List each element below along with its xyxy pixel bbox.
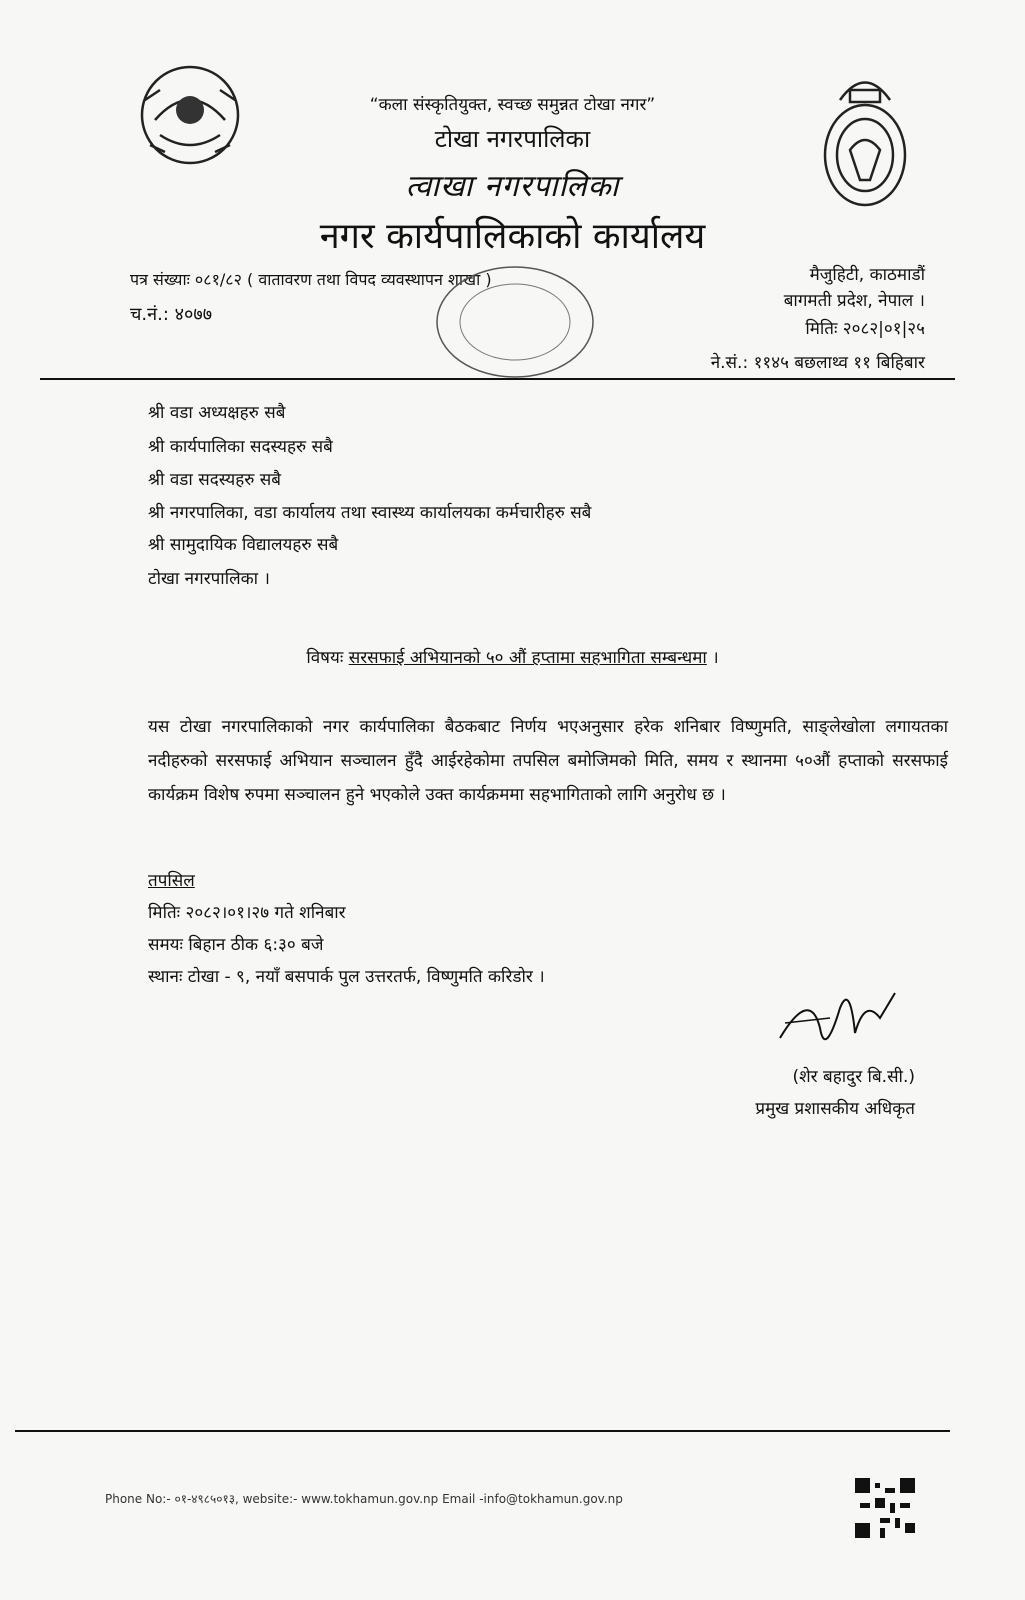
motto: “कला संस्कृतियुक्त, स्वच्छ समुन्नत टोखा नगर” — [369, 95, 656, 115]
addressee-2: श्री कार्यपालिका सदस्यहरु सबै — [148, 437, 333, 457]
details-date: मितिः २०८२।०१।२७ गते शनिबार — [148, 903, 346, 923]
subject-end: । — [712, 648, 719, 668]
municipality-name-script: त्वाखा नगरपालिका — [405, 169, 620, 204]
address-line1: मैजुहिटी, काठमाडौं — [809, 265, 925, 285]
subject-label: विषयः — [306, 648, 344, 668]
nepal-sambat-date: ने.सं.: ११४५ बछलाथ्व ११ बिहिबार — [710, 353, 925, 373]
addressee-1: श्री वडा अध्यक्षहरु सबै — [148, 403, 286, 423]
signatory-name: (शेर बहादुर बि.सी.) — [792, 1067, 915, 1087]
qr-code-icon — [855, 1478, 915, 1538]
dispatch-number: च.नं.: ४०७७ — [130, 304, 213, 325]
header-divider — [40, 378, 955, 380]
subject-line — [0, 645, 1025, 668]
addressee-4: श्री नगरपालिका, वडा कार्यालय तथा स्वास्थ्य कार्यालयका कर्मचारीहरु सबै — [148, 503, 592, 523]
details-time: समयः बिहान ठीक ६:३० बजे — [148, 935, 324, 955]
letter-number: पत्र संख्याः ०८१/८२ ( वातावरण तथा विपद व्यवस्थापन शाखा ) — [130, 270, 492, 289]
municipality-name: टोखा नगरपालिका — [434, 125, 591, 153]
addressee-3: श्री वडा सदस्यहरु सबै — [148, 470, 281, 490]
details-place: स्थानः टोखा - ९, नयाँ बसपार्क पुल उत्तरतर्फ, विष्णुमति करिडोर । — [148, 967, 545, 987]
office-stamp-icon — [430, 262, 600, 387]
office-title: नगर कार्यपालिकाको कार्यालय — [319, 216, 706, 257]
addressee-5: श्री सामुदायिक विद्यालयहरु सबै — [148, 535, 339, 555]
address-line2: बागमती प्रदेश, नेपाल । — [783, 291, 925, 311]
subject-text: सरसफाई अभियानको ५० औं हप्तामा सहभागिता सम्बन्धमा — [348, 648, 707, 668]
signatory-title: प्रमुख प्रशासकीय अधिकृत — [755, 1099, 915, 1119]
details-heading: तपसिल — [148, 871, 195, 891]
body-paragraph: यस टोखा नगरपालिकाको नगर कार्यपालिका बैठकबाट निर्णय भएअनुसार हरेक शनिबार विष्णुमति, साङ्लेखोला लगायतका नदीहरुको सरसफाई अभियान सञ्चालन हुँदै आईरहेकोमा तपसिल बमोजिमको मिति, समय र स्थानमा ५०औं हप्ताको सरसफाई कार्यक्रम विशेष रुपमा सञ्चालन हुने भएकोले उक्त कार्यक्रममा सहभागिताको लागि अनुरोध छ । — [148, 717, 948, 805]
addressee-6: टोखा नगरपालिका । — [148, 569, 270, 589]
footer-contact: Phone No:- ०१-४९८५०१३, website:- www.tokhamun.gov.np Email -info@tokhamun.gov.np — [105, 1492, 623, 1506]
footer-divider — [15, 1430, 950, 1432]
signature-icon — [770, 978, 910, 1068]
letter-date: मितिः २०८२|०१|२५ — [805, 319, 925, 339]
